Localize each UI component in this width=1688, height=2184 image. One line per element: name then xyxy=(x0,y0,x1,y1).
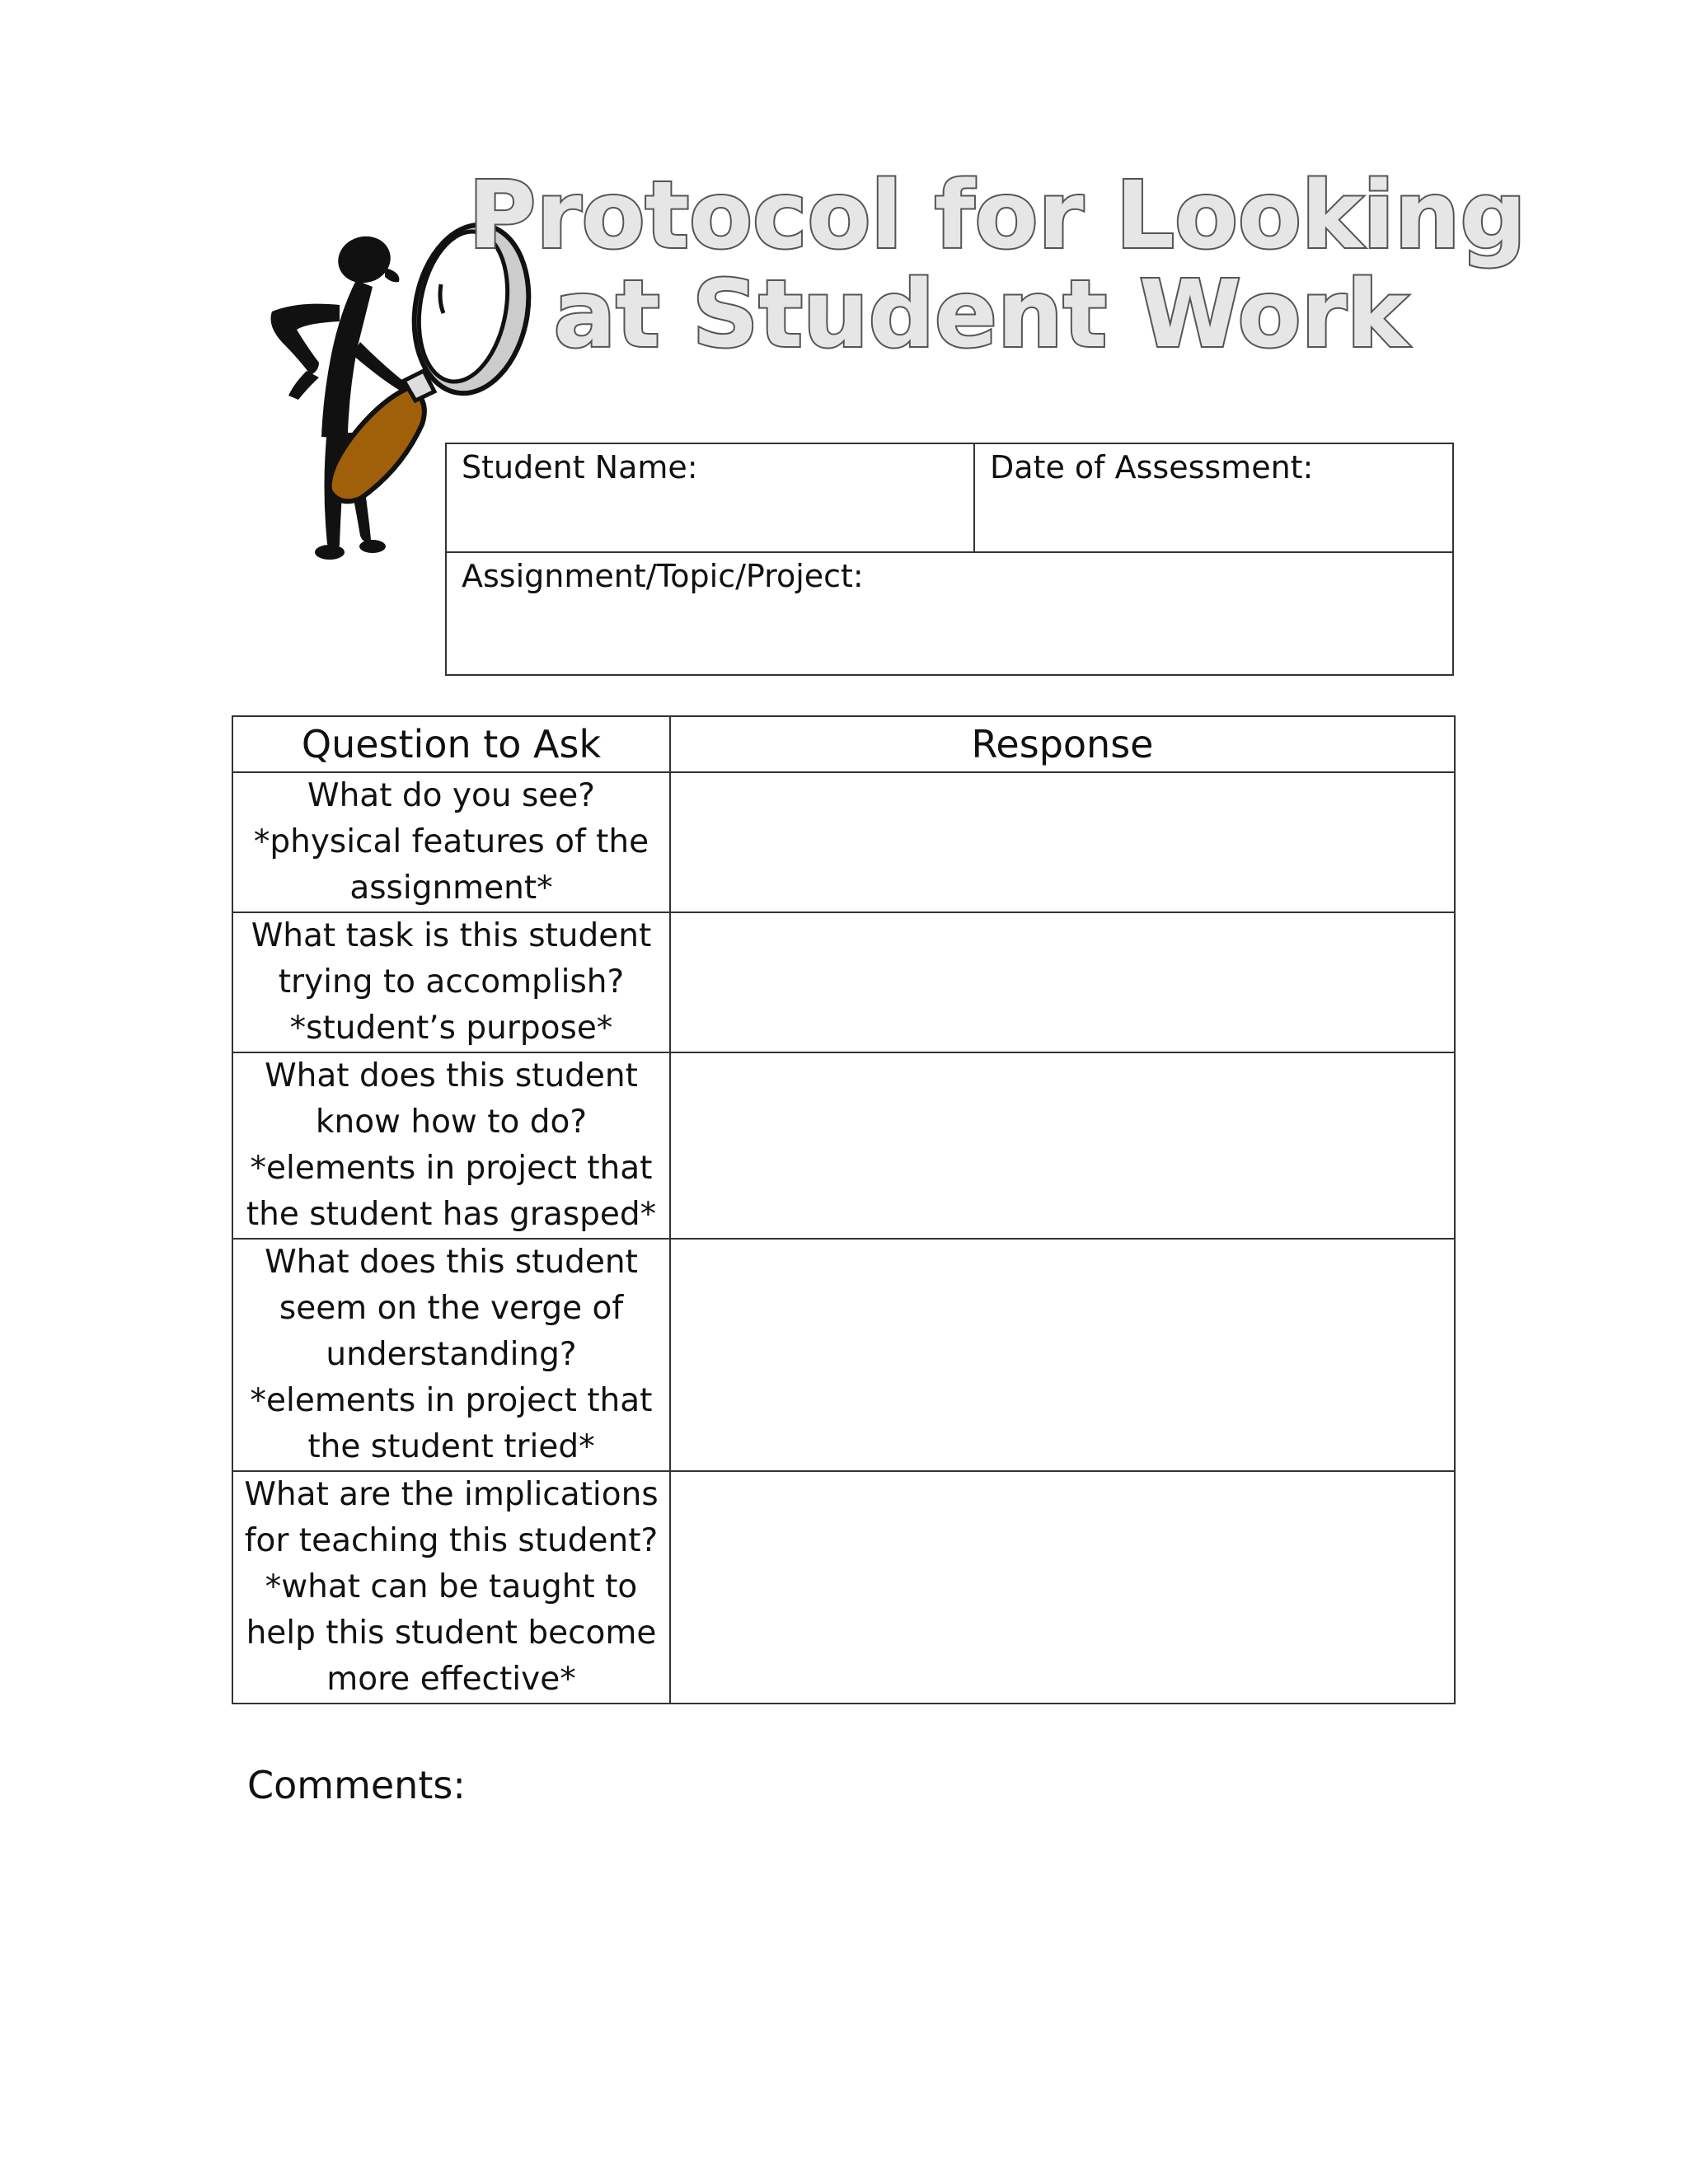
question-cell xyxy=(232,1471,670,1704)
comments-label: Comments: xyxy=(247,1763,466,1807)
response-cell[interactable] xyxy=(670,772,1455,912)
question-cell xyxy=(232,772,670,912)
question-line: understanding? xyxy=(326,1336,577,1373)
date-of-assessment-field[interactable] xyxy=(975,444,1452,553)
question-line: trying to accomplish? xyxy=(278,963,625,1001)
question-cell xyxy=(232,912,670,1052)
question-line: know how to do? xyxy=(315,1104,588,1141)
student-info-box xyxy=(445,443,1454,676)
response-cell[interactable] xyxy=(670,1052,1455,1239)
table-row xyxy=(232,912,1455,1052)
question-line: What does this student xyxy=(265,1244,638,1281)
question-line: the student tried* xyxy=(307,1428,595,1465)
question-line: What do you see? xyxy=(307,777,595,814)
date-of-assessment-label: Date of Assessment: xyxy=(990,449,1314,485)
response-cell[interactable] xyxy=(670,912,1455,1052)
question-line: *what can be taught to xyxy=(265,1568,638,1605)
table-row xyxy=(232,1239,1455,1471)
question-line: What are the implications xyxy=(244,1476,659,1513)
question-line: What does this student xyxy=(265,1057,638,1094)
response-column-header: Response xyxy=(670,716,1455,772)
question-line: *student’s purpose* xyxy=(289,1010,613,1047)
question-line: seem on the verge of xyxy=(279,1290,624,1327)
question-line: What task is this student xyxy=(251,917,652,954)
question-line: *physical features of the xyxy=(253,823,649,860)
table-header-row xyxy=(232,716,1455,772)
assignment-field[interactable] xyxy=(447,553,1452,674)
assignment-label: Assignment/Topic/Project: xyxy=(462,558,864,594)
title-line-1: Protocol for Looking xyxy=(468,162,1526,269)
table-row xyxy=(232,1052,1455,1239)
question-line: help this student become xyxy=(246,1615,657,1652)
student-name-field[interactable] xyxy=(447,444,975,553)
response-cell[interactable] xyxy=(670,1239,1455,1471)
question-cell xyxy=(232,1239,670,1471)
question-line: *elements in project that xyxy=(250,1150,653,1187)
table-row xyxy=(232,1471,1455,1704)
response-cell[interactable] xyxy=(670,1471,1455,1704)
student-name-label: Student Name: xyxy=(462,449,698,485)
question-line: assignment* xyxy=(349,869,553,907)
page-title xyxy=(468,161,1526,368)
question-cell xyxy=(232,1052,670,1239)
question-line: the student has grasped* xyxy=(246,1196,657,1233)
question-column-header: Question to Ask xyxy=(232,716,670,772)
title-line-2: at Student Work xyxy=(553,261,1409,368)
question-line: *elements in project that xyxy=(250,1382,653,1419)
question-line: more effective* xyxy=(326,1661,576,1698)
table-row xyxy=(232,772,1455,912)
question-line: for teaching this student? xyxy=(244,1522,659,1559)
protocol-table xyxy=(232,715,1456,1704)
